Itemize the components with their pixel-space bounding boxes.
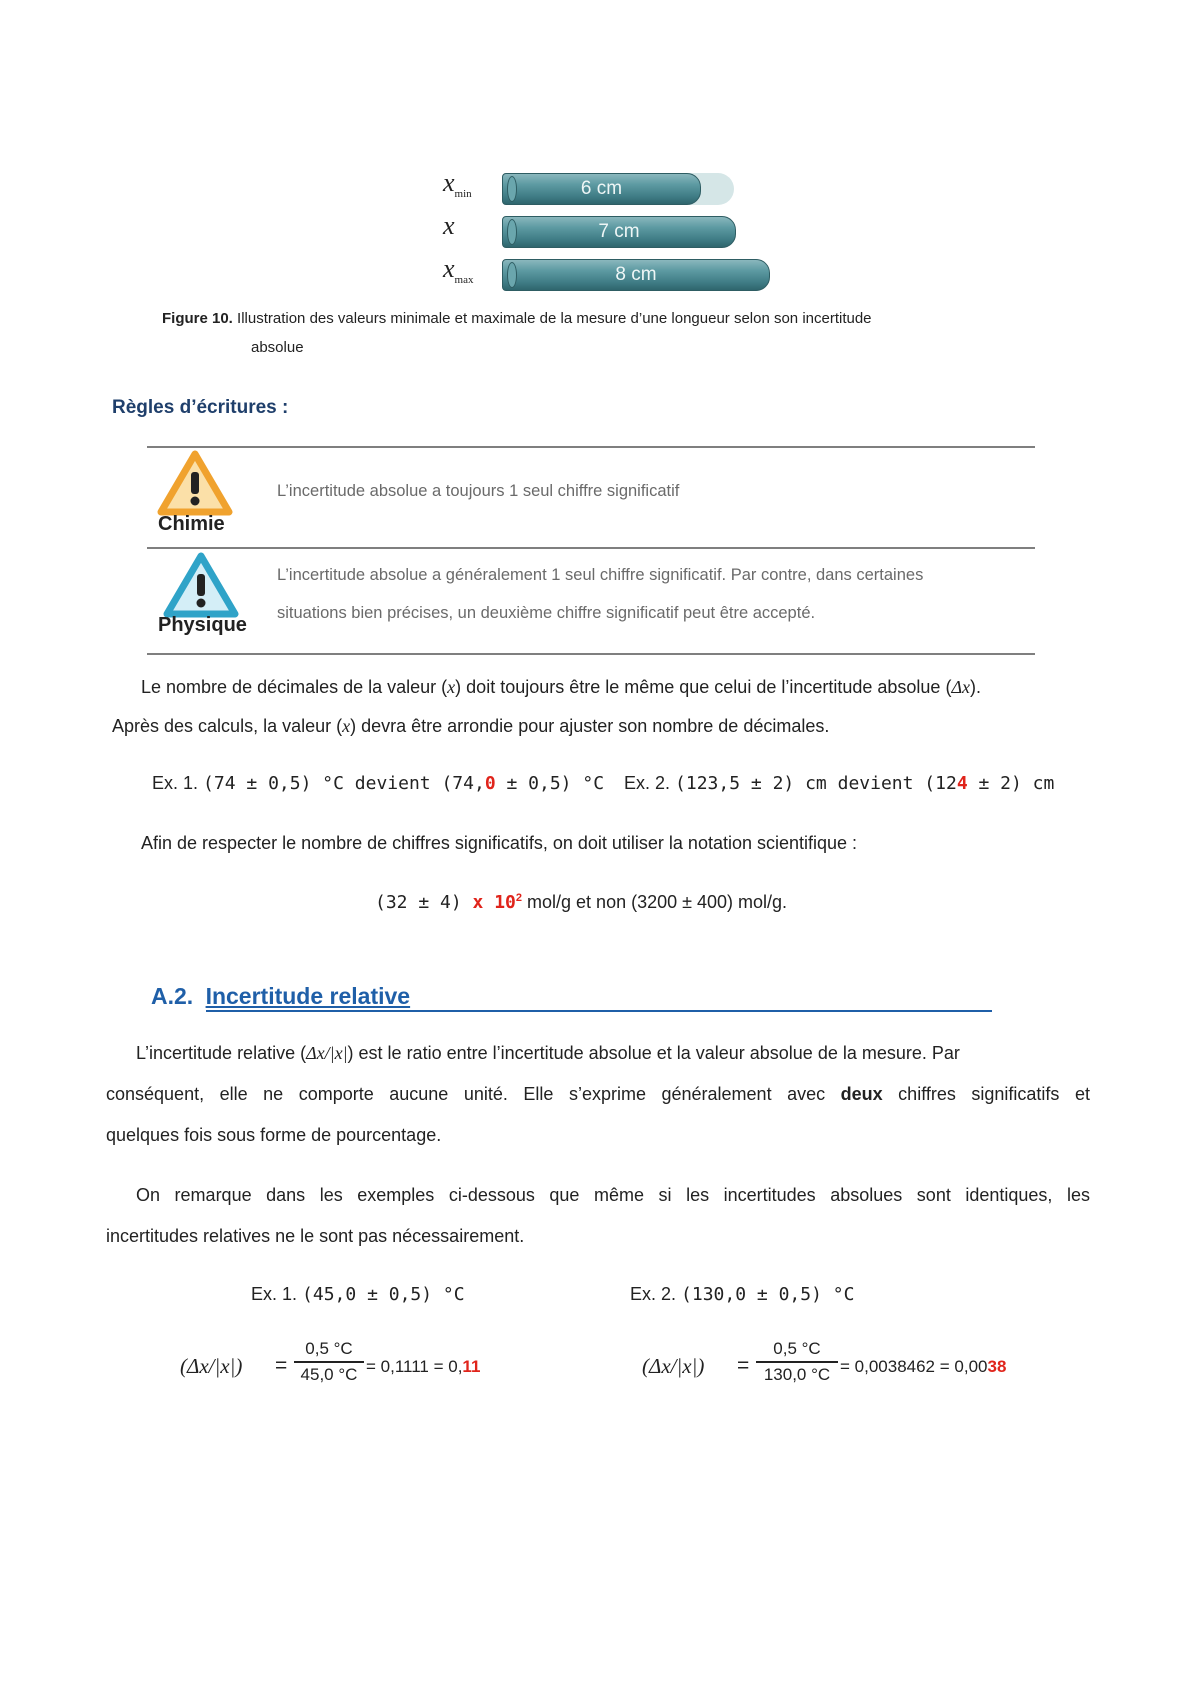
eq2-lhs: (Δx/|x|) (642, 1354, 705, 1378)
rel-p1-a: L’incertitude relative ( (136, 1043, 307, 1063)
relative-line5: incertitudes relatives ne le sont pas nécessairement. (106, 1226, 525, 1246)
x-max-sub: max (454, 274, 474, 287)
x-label (443, 211, 455, 241)
warning-chimie-text: L’incertitude absolue a toujours 1 seul chiffre significatif (277, 482, 680, 500)
decimals-paragraph-line2 (112, 706, 829, 746)
x-min-label (443, 168, 472, 200)
figure-caption-line2: absolue (251, 339, 304, 356)
eq1-numerator: 0,5 °C (305, 1339, 353, 1358)
relative-line2 (106, 1074, 1090, 1114)
relative-example-2 (630, 1284, 854, 1305)
eq1-result-a: = 0,1111 = 0, (366, 1357, 463, 1376)
rules-title: Règles d’écritures : (112, 397, 289, 418)
warning-physique-text-1: L’incertitude absolue a généralement 1 seul chiffre significatif. Par contre, dans certaines (277, 566, 924, 584)
decimals-p1-c: ). (970, 677, 981, 697)
rod-xmin-label: 6 cm (580, 178, 623, 199)
rel-ex1-value: (45,0 ± 0,5) °C (302, 1284, 465, 1305)
decimals-p2-a: Après des calculs, la valeur ( (112, 716, 343, 736)
ex2-value-b: ± 2) cm (967, 773, 1055, 794)
ex1-value-a: (74 ± 0,5) °C devient (74, (203, 773, 485, 794)
scientific-intro: Afin de respecter le nombre de chiffres significatifs, on doit utiliser la notation scientifique : (141, 833, 858, 853)
rel-ex2-label: Ex. 2. (630, 1284, 677, 1304)
warning-top-rule (147, 446, 1035, 448)
eq1-result-red: 11 (462, 1357, 481, 1376)
x-max-label (443, 254, 474, 286)
sci-ex-b: mol/g et non (3200 ± 400) mol/g. (522, 892, 788, 912)
relative-line3: quelques fois sous forme de pourcentage. (106, 1125, 442, 1145)
var-x: x (447, 677, 456, 697)
decimals-example-2 (624, 773, 1054, 794)
eq2-fraction (756, 1339, 838, 1385)
x-var: x (443, 211, 455, 240)
figure-caption-number: Figure 10. (162, 310, 233, 327)
warning-middle-rule (147, 547, 1035, 549)
warning-physique-label: Physique (158, 614, 247, 636)
figure-caption (162, 310, 1042, 327)
rod-xmax (502, 259, 770, 291)
ex2-value-red: 4 (956, 773, 968, 794)
warning-bottom-rule (147, 653, 1035, 655)
decimals-p2-b: ) devra être arrondie pour ajuster son nombre de décimales. (350, 716, 830, 736)
section-underline (206, 1010, 992, 1012)
rel-p1-math: Δx/|x| (306, 1043, 348, 1063)
x-min-var: x (443, 168, 455, 197)
rel-ex1-label: Ex. 1. (251, 1284, 298, 1304)
ex1-value-red: 0 (484, 773, 496, 794)
sci-ex-exp: 2 (515, 892, 523, 904)
decimals-p1-b: ) doit toujours être le même que celui de l’incertitude absolue ( (455, 677, 952, 697)
eq2-equals: = (737, 1354, 750, 1377)
eq1-result (366, 1357, 480, 1377)
decimals-example-1 (152, 773, 604, 794)
decimals-paragraph-line1 (141, 667, 981, 707)
decimals-p1-a: Le nombre de décimales de la valeur ( (141, 677, 448, 697)
rel-p1-b: ) est le ratio entre l’incertitude absolue et la valeur absolue de la mesure. Par (347, 1043, 960, 1063)
figure-caption-text: Illustration des valeurs minimale et maximale de la mesure d’une longueur selon son incertitude (237, 310, 872, 327)
eq2-result-a: = 0,0038462 = 0,00 (840, 1357, 988, 1376)
relative-example-1 (251, 1284, 465, 1305)
rod-xmin (502, 173, 701, 205)
warning-physique-text-2: situations bien précises, un deuxième chiffre significatif peut être accepté. (277, 604, 816, 622)
section-number: A.2. (151, 983, 194, 1009)
ex1-label: Ex. 1. (152, 773, 199, 793)
rel-p2-bold: deux (840, 1084, 883, 1104)
rel-ex2-value: (130,0 ± 0,5) °C (681, 1284, 855, 1305)
warning-triangle-blue-icon (163, 550, 239, 622)
eq2-result (840, 1357, 1006, 1377)
eq1-fraction-bar (294, 1361, 364, 1363)
section-heading (151, 983, 410, 1010)
ex1-value-b: ± 0,5) °C (495, 773, 605, 794)
sci-ex-red: x 10 (472, 892, 516, 913)
scientific-example (375, 892, 787, 913)
ex2-label: Ex. 2. (624, 773, 671, 793)
rod-x-label: 7 cm (598, 221, 640, 242)
eq2-numerator: 0,5 °C (773, 1339, 821, 1358)
var-delta-x: Δx (951, 677, 970, 697)
rel-p2-a: conséquent, elle ne comporte aucune unité. Elle s’exprime généralement avec (106, 1084, 841, 1104)
eq2-denominator: 130,0 °C (763, 1364, 831, 1384)
warning-triangle-orange-icon (157, 448, 233, 520)
rod-xmax-label: 8 cm (615, 264, 657, 285)
rod-x (502, 216, 736, 248)
x-min-sub: min (454, 188, 472, 201)
eq2-fraction-bar (756, 1361, 838, 1363)
section-title: Incertitude relative (205, 983, 411, 1009)
eq2-result-red: 38 (987, 1357, 1007, 1376)
eq1-lhs: (Δx/|x|) (180, 1354, 243, 1378)
sci-ex-a: (32 ± 4) (375, 892, 473, 913)
ex2-value-a: (123,5 ± 2) cm devient (12 (675, 773, 957, 794)
x-max-var: x (443, 254, 455, 283)
var-x-2: x (342, 716, 351, 736)
relative-line1 (136, 1033, 960, 1073)
rel-p2-b: chiffres significatifs et (882, 1084, 1090, 1104)
eq1-equals: = (275, 1354, 288, 1377)
warning-chimie-label: Chimie (158, 513, 225, 535)
eq1-fraction (294, 1339, 364, 1385)
eq1-denominator: 45,0 °C (300, 1364, 358, 1384)
relative-line4: On remarque dans les exemples ci-dessous que même si les incertitudes absolues sont identiques, les (136, 1185, 1090, 1205)
